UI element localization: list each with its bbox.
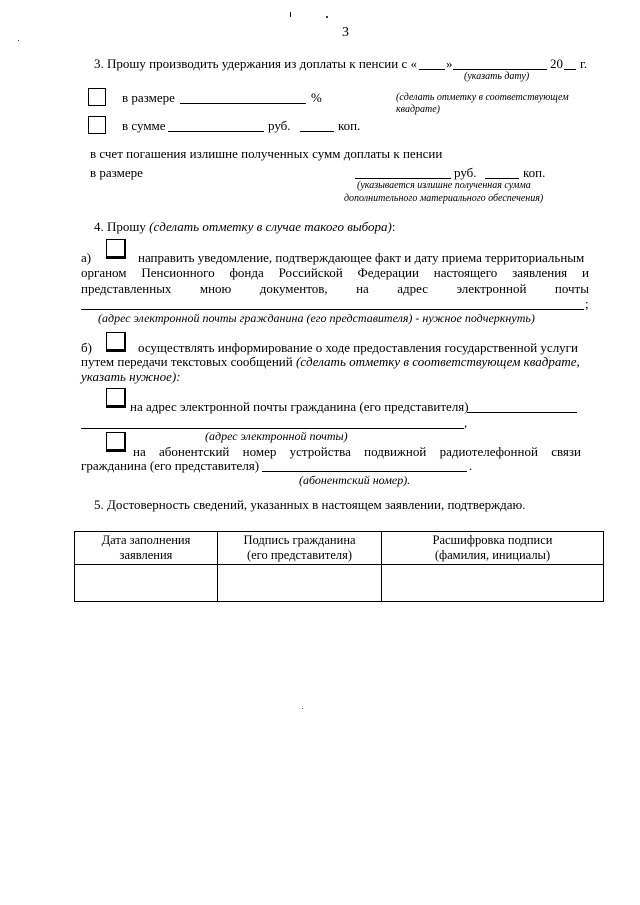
word: на [133,444,146,459]
option-a-checkbox[interactable] [106,239,126,259]
word: адрес [397,281,429,296]
word: радиотелефонной [439,444,538,459]
page-number: 3 [342,25,349,40]
section5-text: 5. Достоверность сведений, указанных в настоящем заявлении, подтверждаю. [94,497,526,512]
word: представленных [81,281,172,296]
signature-cell[interactable] [218,565,382,602]
phone-option-checkbox[interactable] [106,432,126,452]
word: Пенсионного [141,265,215,280]
percent-checkbox[interactable] [88,88,106,106]
header-decoding-line2: (фамилия, инициалы) [434,548,551,562]
sum-rub: руб. [268,118,291,133]
quote-close: » [446,56,453,71]
repayment-text: в счет погашения излишне полученных сумм доплаты к пенсии [90,146,443,161]
day-field[interactable] [419,69,445,70]
option-b-checkbox[interactable] [106,332,126,352]
option-b-line2-hint: (сделать отметку в соответствующем квадрате, [295,354,580,369]
section3-text: 3. Прошу производить удержания из доплаты к пенсии с « [94,56,417,71]
section4-intro-text: 4. Прошу [94,219,146,234]
word: связи [551,444,581,459]
option-b-line3-hint: указать нужное): [81,369,181,384]
amount-rub: руб. [454,165,477,180]
amount-hint-1: (указывается излишне полученная сумма [357,180,531,191]
header-signature [218,532,382,565]
word: Федерации [357,265,419,280]
option-b-letter: б) [81,340,92,355]
date-cell[interactable] [75,565,218,602]
signature-table [74,531,604,602]
phone-line2: гражданина (его представителя) [81,458,260,473]
header-date-line2: заявления [119,548,173,562]
header-decoding [382,532,604,565]
email-option-checkbox[interactable] [106,388,126,408]
header-signature-line2: (его представителя) [246,548,353,562]
option-b-line1: осуществлять информирование о ходе предоставления государственной услуги [138,340,578,355]
sum-kop: коп. [338,118,361,133]
sum-rub-field[interactable] [168,131,264,132]
mark-hint: (сделать отметку в соответствующем квадрате) [396,92,569,115]
word: настоящего [433,265,498,280]
amount-rub-field[interactable] [355,178,451,179]
year-suffix: г. [580,56,588,71]
header-decoding-line1: Расшифровка подписи [432,533,553,547]
option-b-line2-text: путем передачи текстовых сообщений [81,354,293,369]
phone-number-field[interactable] [262,471,467,472]
scan-speck [302,708,303,709]
table-header-row [75,532,604,565]
phone-dot: . [469,458,473,473]
percent-label: в размере [122,90,175,105]
scan-speck [18,40,19,41]
word: Российской [278,265,343,280]
option-a-email-field[interactable] [81,309,584,310]
word: мною [199,281,232,296]
email-comma: , [464,415,468,430]
option-a-letter: а) [81,250,92,265]
sum-kop-field[interactable] [300,131,334,132]
phone-hint: (абонентский номер). [299,473,411,487]
amount-label: в размере [90,165,143,180]
word: почты [554,281,589,296]
email-option-label: на адрес электронной почты гражданина (его представителя) [130,399,469,414]
word: документов, [259,281,328,296]
header-date-line1: Дата заполнения [101,533,191,547]
option-b-line2 [81,354,580,370]
email-hint: (адрес электронной почты) [205,429,348,443]
option-a-semicolon: ; [585,296,589,311]
section4-intro-hint: (сделать отметку в случае такого выбора) [149,219,392,234]
word: органом [81,265,127,280]
amount-kop-field[interactable] [485,178,519,179]
amount-kop: коп. [523,165,546,180]
word: номер [242,444,277,459]
table-row [75,565,604,602]
word: на [356,281,369,296]
word: устройства [289,444,351,459]
decoding-cell[interactable] [382,565,604,602]
option-a-line2 [81,265,589,281]
amount-hint-2: дополнительного материального обеспечения) [344,193,544,204]
word: фонда [229,265,264,280]
word: подвижной [364,444,427,459]
word: заявления [512,265,568,280]
section4-intro: 4. Прошу (сделать отметку в случае такого выбора): [94,219,396,234]
header-date [75,532,218,565]
percent-unit: % [311,90,322,105]
option-a-hint: (адрес электронной почты гражданина (его представителя) - нужное подчеркнуть) [98,311,535,325]
sum-label: в сумме [122,118,166,133]
month-field[interactable] [453,69,547,70]
word: абонентский [158,444,230,459]
sum-checkbox[interactable] [88,116,106,134]
word: электронной [456,281,527,296]
header-signature-line1: Подпись гражданина [243,533,356,547]
year-field[interactable] [564,69,576,70]
percent-field[interactable] [180,103,306,104]
email-option-field-1[interactable] [467,412,577,413]
scan-speck [290,12,291,17]
date-hint: (указать дату) [464,71,530,82]
word: и [582,265,589,280]
option-a-line1: направить уведомление, подтверждающее факт и дату приема территориальным [138,250,585,265]
option-a-line3 [81,281,589,297]
year-prefix: 20 [550,56,563,71]
scan-speck [326,16,328,18]
